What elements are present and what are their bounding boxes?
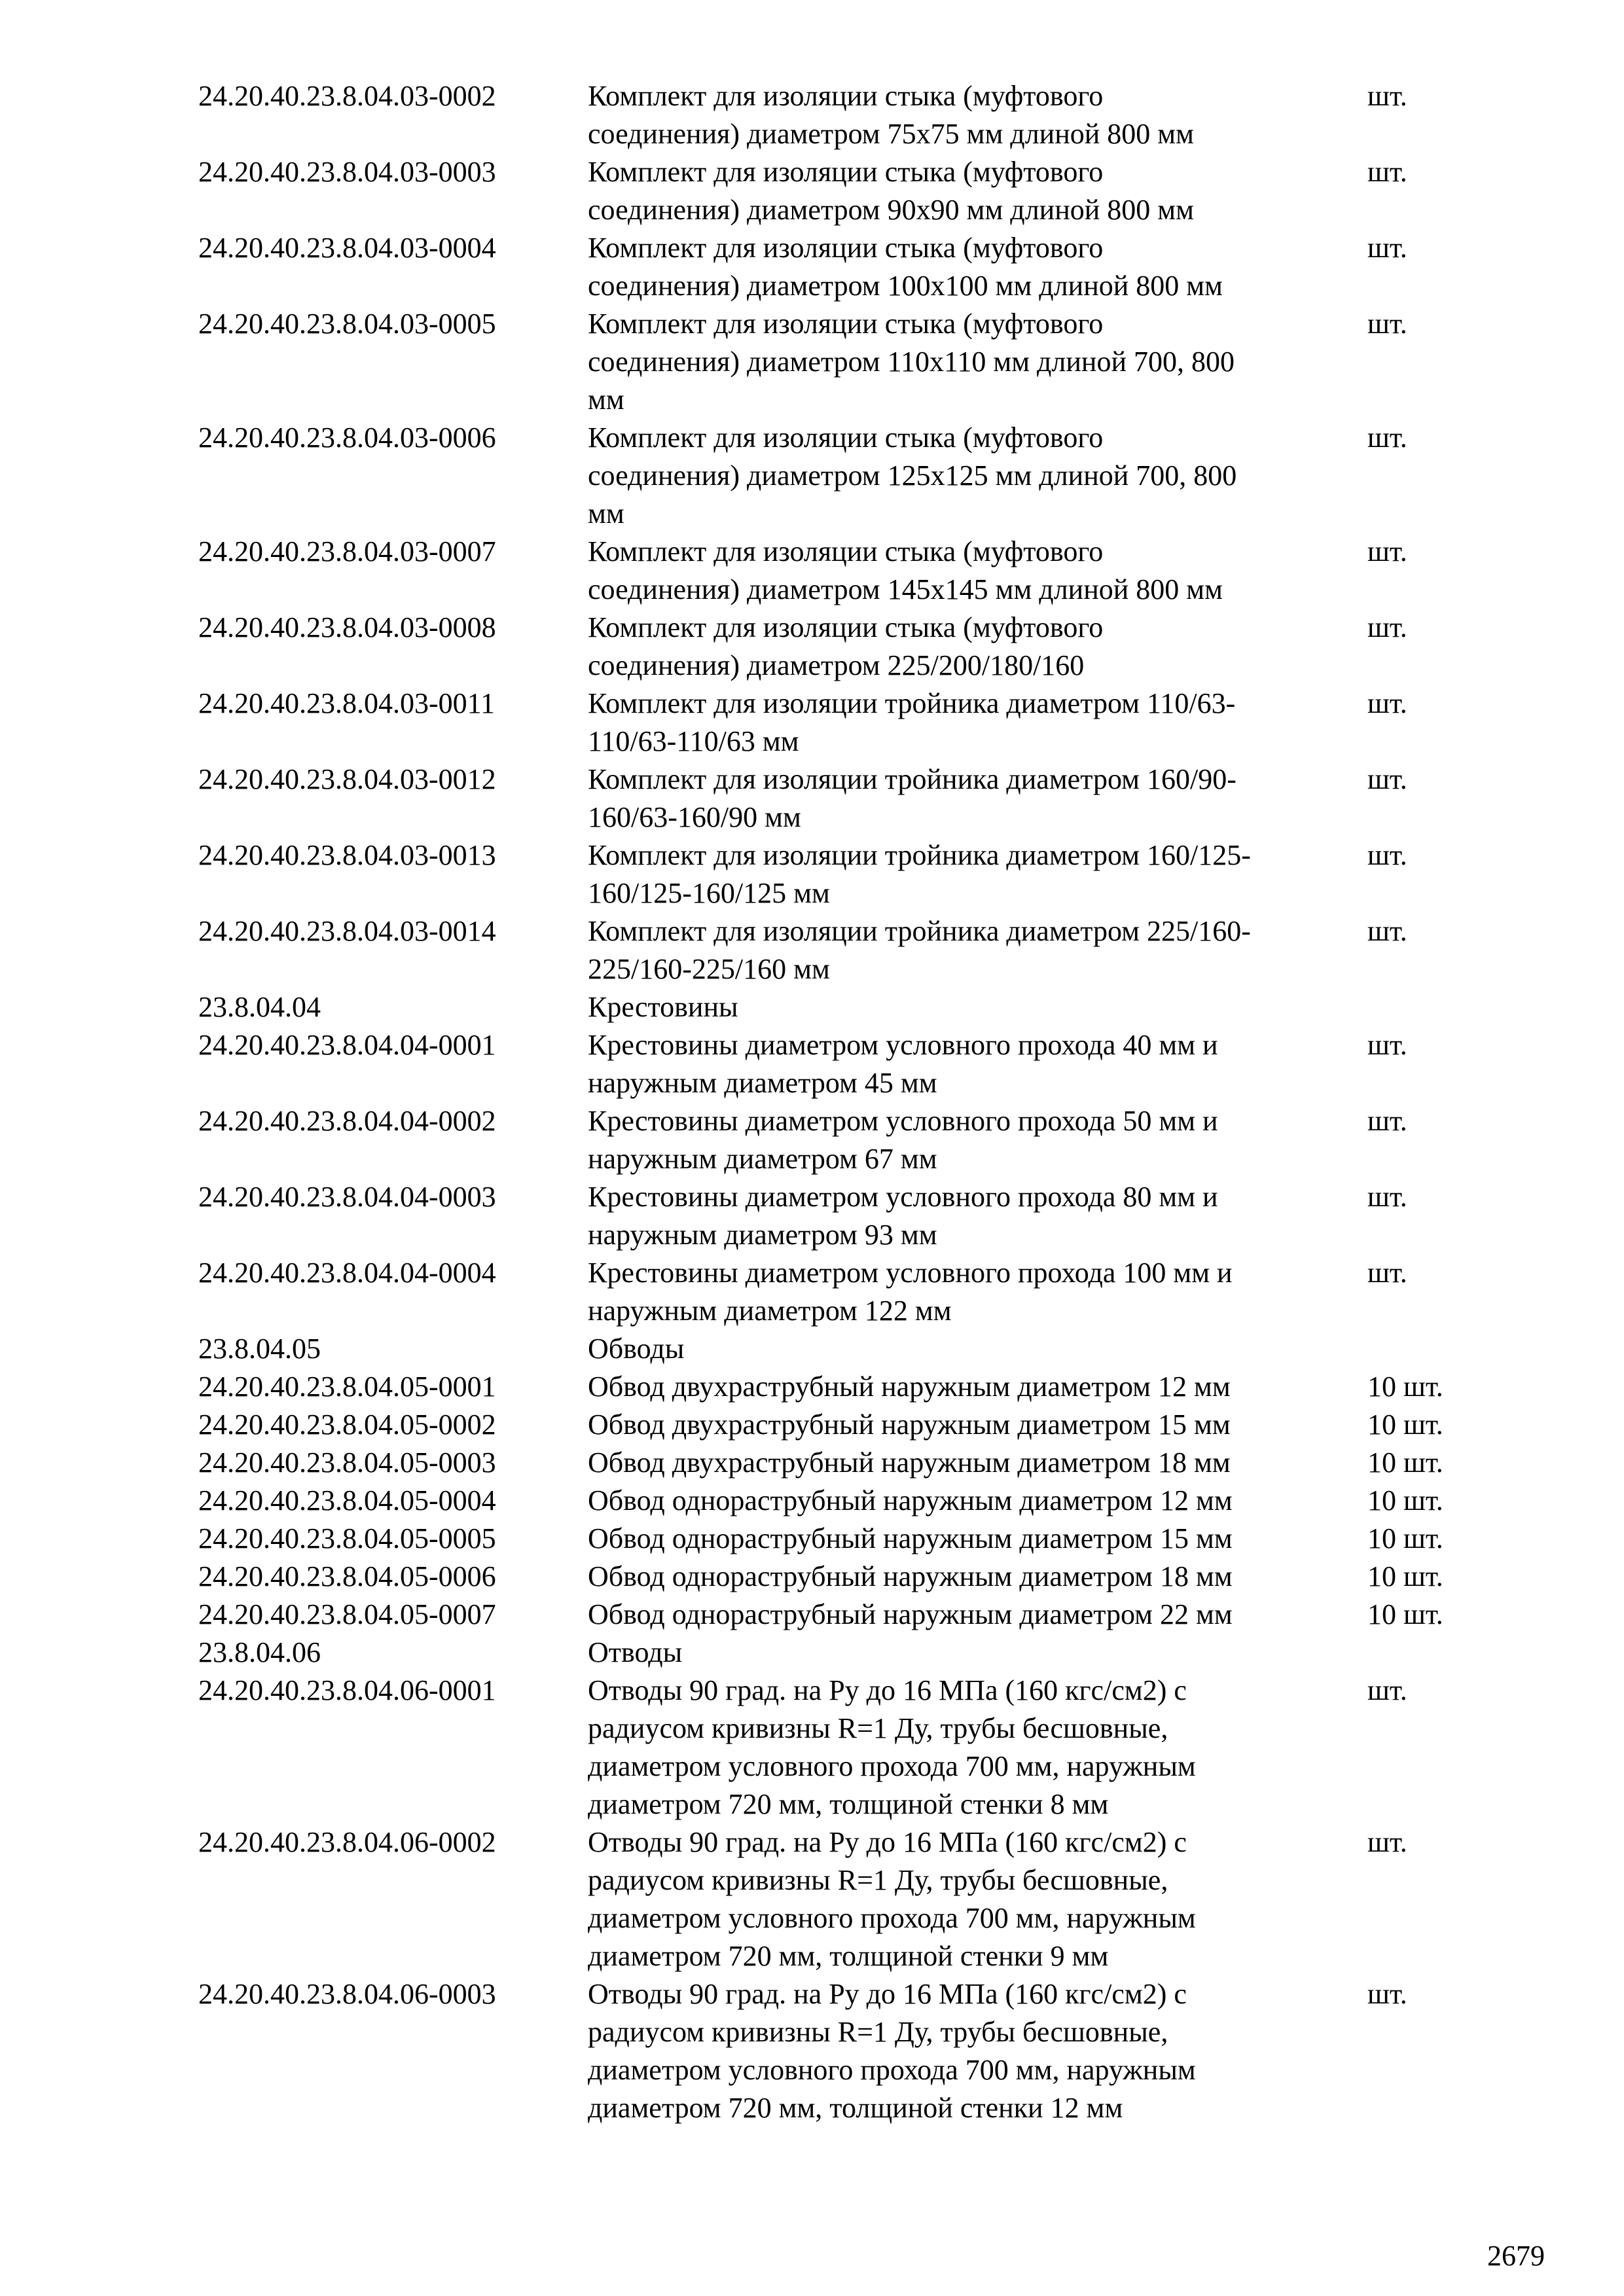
item-code: 24.20.40.23.8.04.03-0002 — [198, 80, 496, 112]
table-row — [198, 1444, 1481, 1482]
item-code: 24.20.40.23.8.04.03-0013 — [198, 839, 496, 871]
item-code: 24.20.40.23.8.04.04-0002 — [198, 1105, 496, 1137]
item-unit — [1362, 988, 1367, 1026]
item-unit — [1362, 1330, 1367, 1368]
item-unit: шт. — [1367, 1674, 1407, 1706]
item-name: Отводы 90 град. на Ру до 16 МПа (160 кгс/см2) с радиусом кривизны R=1 Ду, трубы бесшовные, диаметром условного прохода 700 мм, наружным диаметром 720 мм, толщиной стенки 8 мм — [588, 1674, 1196, 1820]
item-name: Комплект для изоляции тройника диаметром 110/63- 110/63-110/63 мм — [588, 687, 1236, 757]
item-unit: шт. — [1367, 1826, 1407, 1858]
table-row — [198, 153, 1481, 229]
item-name: Отводы 90 град. на Ру до 16 МПа (160 кгс/см2) с радиусом кривизны R=1 Ду, трубы бесшовные, диаметром условного прохода 700 мм, наружным диаметром 720 мм, толщиной стенки 9 мм — [588, 1826, 1196, 1972]
section-heading-row — [198, 988, 1481, 1026]
table-row — [198, 77, 1481, 153]
item-name: Крестовины диаметром условного прохода 40 мм и наружным диаметром 45 мм — [588, 1029, 1218, 1099]
item-unit: шт. — [1367, 80, 1407, 112]
item-unit: шт. — [1367, 763, 1407, 795]
item-unit: 10 шт. — [1367, 1371, 1443, 1403]
item-code: 24.20.40.23.8.04.06-0002 — [198, 1826, 496, 1858]
item-name: Комплект для изоляции тройника диаметром 160/125- 160/125-160/125 мм — [588, 839, 1251, 909]
table-row — [198, 533, 1481, 609]
item-name: Крестовины диаметром условного прохода 80 мм и наружным диаметром 93 мм — [588, 1181, 1218, 1251]
item-unit: шт. — [1367, 1029, 1407, 1061]
item-code: 24.20.40.23.8.04.03-0011 — [198, 687, 496, 719]
item-code: 24.20.40.23.8.04.03-0014 — [198, 915, 496, 947]
table-row — [198, 305, 1481, 419]
item-code: 24.20.40.23.8.04.03-0006 — [198, 422, 496, 454]
item-unit: шт. — [1367, 839, 1407, 871]
item-name: Обвод однораструбный наружным диаметром 18 мм — [588, 1560, 1233, 1592]
section-title: Крестовины — [588, 991, 738, 1023]
item-name: Обвод однораструбный наружным диаметром 12 мм — [588, 1484, 1233, 1516]
item-code: 24.20.40.23.8.04.04-0001 — [198, 1029, 496, 1061]
item-unit: шт. — [1367, 422, 1407, 454]
section-heading-row — [198, 1330, 1481, 1368]
item-unit: 10 шт. — [1367, 1560, 1443, 1592]
table-row — [198, 609, 1481, 685]
item-unit: шт. — [1367, 1257, 1407, 1289]
item-code: 24.20.40.23.8.04.05-0001 — [198, 1371, 496, 1403]
item-name: Обвод двухраструбный наружным диаметром 15 мм — [588, 1408, 1231, 1441]
table-row — [198, 229, 1481, 305]
section-title: Обводы — [588, 1333, 685, 1365]
section-code: 23.8.04.05 — [198, 1333, 321, 1365]
item-unit: шт. — [1367, 915, 1407, 947]
price-list-table — [198, 77, 1481, 2127]
item-code: 24.20.40.23.8.04.03-0008 — [198, 611, 496, 643]
table-row — [198, 1102, 1481, 1178]
item-name: Комплект для изоляции тройника диаметром 225/160- 225/160-225/160 мм — [588, 915, 1251, 985]
item-name: Комплект для изоляции тройника диаметром 160/90- 160/63-160/90 мм — [588, 763, 1236, 833]
section-code: 23.8.04.06 — [198, 1636, 321, 1668]
table-row — [198, 419, 1481, 533]
item-code: 24.20.40.23.8.04.03-0003 — [198, 156, 496, 188]
table-row — [198, 1823, 1481, 1975]
item-name: Комплект для изоляции стыка (муфтового соединения) диаметром 90х90 мм длиной 800 мм — [588, 156, 1194, 226]
table-row — [198, 1596, 1481, 1634]
item-name: Комплект для изоляции стыка (муфтового соединения) диаметром 125х125 мм длиной 700, 800 мм — [588, 422, 1237, 529]
item-code: 24.20.40.23.8.04.03-0005 — [198, 308, 496, 340]
item-unit: шт. — [1367, 232, 1407, 264]
item-unit: 10 шт. — [1367, 1522, 1443, 1554]
item-unit: шт. — [1367, 687, 1407, 719]
item-name: Комплект для изоляции стыка (муфтового соединения) диаметром 100х100 мм длиной 800 мм — [588, 232, 1223, 302]
table-row — [198, 1520, 1481, 1558]
item-unit: шт. — [1367, 1978, 1407, 2010]
item-name: Крестовины диаметром условного прохода 100 мм и наружным диаметром 122 мм — [588, 1257, 1233, 1327]
section-title: Отводы — [588, 1636, 683, 1668]
table-row — [198, 1026, 1481, 1102]
table-row — [198, 685, 1481, 761]
item-unit: шт. — [1367, 308, 1407, 340]
item-unit — [1362, 1634, 1367, 1672]
table-row — [198, 1672, 1481, 1823]
item-name: Комплект для изоляции стыка (муфтового соединения) диаметром 75х75 мм длиной 800 мм — [588, 80, 1194, 150]
table-row — [198, 912, 1481, 988]
table-row — [198, 761, 1481, 836]
table-row — [198, 1178, 1481, 1254]
item-code: 24.20.40.23.8.04.03-0004 — [198, 232, 496, 264]
table-row — [198, 1254, 1481, 1330]
item-code: 24.20.40.23.8.04.05-0003 — [198, 1446, 496, 1479]
item-name: Обвод однораструбный наружным диаметром 15 мм — [588, 1522, 1233, 1554]
item-unit: шт. — [1367, 156, 1407, 188]
item-name: Обвод двухраструбный наружным диаметром 12 мм — [588, 1371, 1231, 1403]
item-unit: шт. — [1367, 1105, 1407, 1137]
table-row — [198, 1368, 1481, 1406]
item-unit: 10 шт. — [1367, 1598, 1443, 1630]
item-code: 24.20.40.23.8.04.05-0006 — [198, 1560, 496, 1592]
item-code: 24.20.40.23.8.04.05-0007 — [198, 1598, 496, 1630]
item-name: Крестовины диаметром условного прохода 50 мм и наружным диаметром 67 мм — [588, 1105, 1218, 1175]
item-code: 24.20.40.23.8.04.05-0004 — [198, 1484, 496, 1516]
item-code: 24.20.40.23.8.04.03-0012 — [198, 763, 496, 795]
item-unit: шт. — [1367, 1181, 1407, 1213]
item-unit: 10 шт. — [1367, 1484, 1443, 1516]
item-name: Обвод двухраструбный наружным диаметром 18 мм — [588, 1446, 1231, 1479]
table-row — [198, 1558, 1481, 1596]
table-row — [198, 1482, 1481, 1520]
item-name: Отводы 90 град. на Ру до 16 МПа (160 кгс/см2) с радиусом кривизны R=1 Ду, трубы бесшовные, диаметром условного прохода 700 мм, наружным диаметром 720 мм, толщиной стенки 12 мм — [588, 1978, 1196, 2124]
item-code: 24.20.40.23.8.04.06-0003 — [198, 1978, 496, 2010]
table-row — [198, 836, 1481, 912]
page-number: 2679 — [1487, 2240, 1545, 2272]
item-unit: шт. — [1367, 535, 1407, 567]
item-code: 24.20.40.23.8.04.04-0003 — [198, 1181, 496, 1213]
item-code: 24.20.40.23.8.04.05-0002 — [198, 1408, 496, 1441]
table-row — [198, 1406, 1481, 1444]
section-heading-row — [198, 1634, 1481, 1672]
item-unit: шт. — [1367, 611, 1407, 643]
item-code: 24.20.40.23.8.04.05-0005 — [198, 1522, 496, 1554]
item-name: Комплект для изоляции стыка (муфтового соединения) диаметром 225/200/180/160 — [588, 611, 1104, 681]
item-code: 24.20.40.23.8.04.06-0001 — [198, 1674, 496, 1706]
item-unit: 10 шт. — [1367, 1446, 1443, 1479]
item-name: Обвод однораструбный наружным диаметром 22 мм — [588, 1598, 1233, 1630]
item-code: 24.20.40.23.8.04.03-0007 — [198, 535, 496, 567]
table-row — [198, 1975, 1481, 2127]
item-name: Комплект для изоляции стыка (муфтового соединения) диаметром 145х145 мм длиной 800 мм — [588, 535, 1223, 605]
item-unit: 10 шт. — [1367, 1408, 1443, 1441]
item-name: Комплект для изоляции стыка (муфтового соединения) диаметром 110х110 мм длиной 700, 800 мм — [588, 308, 1235, 416]
item-code: 24.20.40.23.8.04.04-0004 — [198, 1257, 496, 1289]
section-code: 23.8.04.04 — [198, 991, 321, 1023]
